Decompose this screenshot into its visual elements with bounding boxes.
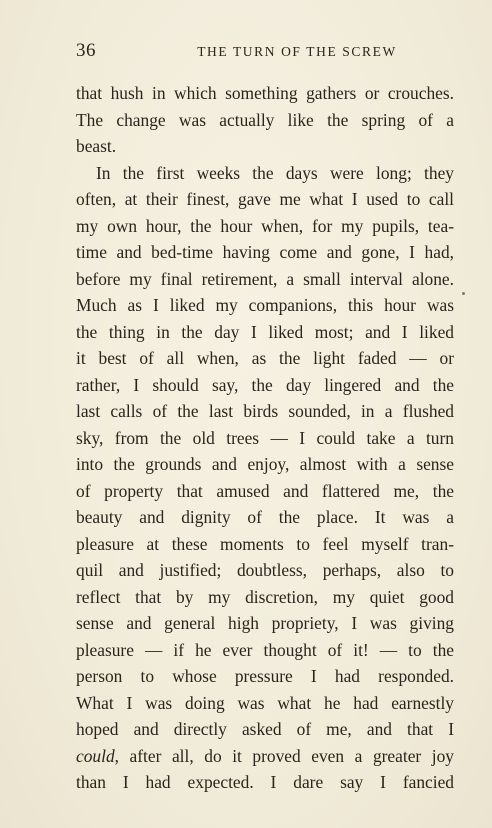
text-line: The change was actually like the spring of a [76, 109, 454, 130]
italic-word: could [76, 745, 115, 766]
text-line: rather, I should say, the day lingered and the [76, 374, 454, 395]
text-line: sky, from the old trees — I could take a turn [76, 427, 454, 448]
text-line: beast. [76, 136, 117, 156]
text-line: What I was doing was what he had earnestly [76, 692, 454, 713]
text-line: into the grounds and enjoy, almost with a sense [76, 454, 454, 474]
text-line: pleasure — if he ever thought of it! — to the [76, 639, 454, 660]
text-line: my own hour, the hour when, for my pupils, tea- [76, 215, 454, 236]
text-line: beauty and dignity of the place. It was a [76, 507, 454, 527]
running-head [76, 40, 454, 64]
text-line: than I had expected. I dare say I fancied [76, 772, 454, 792]
text-line: it best of all when, as the light faded — or [76, 348, 454, 368]
text-line: Much as I liked my companions, this hour was [76, 295, 454, 315]
running-title: THE TURN OF THE SCREW [197, 44, 397, 59]
text-line: last calls of the last birds sounded, in a flushed [76, 401, 454, 421]
text-line: sense and general high propriety, I was giving [76, 613, 454, 633]
print-speck [462, 292, 465, 295]
text-line: pleasure at these moments to feel myself tran- [76, 533, 454, 554]
text-line: time and bed-time having come and gone, I had, [76, 242, 454, 262]
text-line: In the first weeks the days were long; they [96, 162, 454, 183]
text-line: often, at their finest, gave me what I used to call [76, 189, 454, 209]
text-line: of property that amused and flattered me, the [76, 480, 454, 501]
text-line: the thing in the day I liked most; and I liked [76, 321, 454, 342]
text-line: quil and justified; doubtless, perhaps, also to [76, 560, 454, 580]
text-line: that hush in which something gathers or crouches. [76, 83, 454, 103]
line-rest: , after all, do it proved even a greater joy [114, 745, 454, 766]
page-number: 36 [76, 40, 96, 61]
text-line: hoped and directly asked of me, and that I [76, 719, 454, 739]
body-text [76, 80, 454, 796]
text-line-italic-start [76, 743, 454, 770]
text-line: before my final retirement, a small interval alone. [76, 268, 454, 289]
text-line: reflect that by my discretion, my quiet good [76, 586, 454, 607]
text-line: person to whose pressure I had responded. [76, 666, 454, 686]
